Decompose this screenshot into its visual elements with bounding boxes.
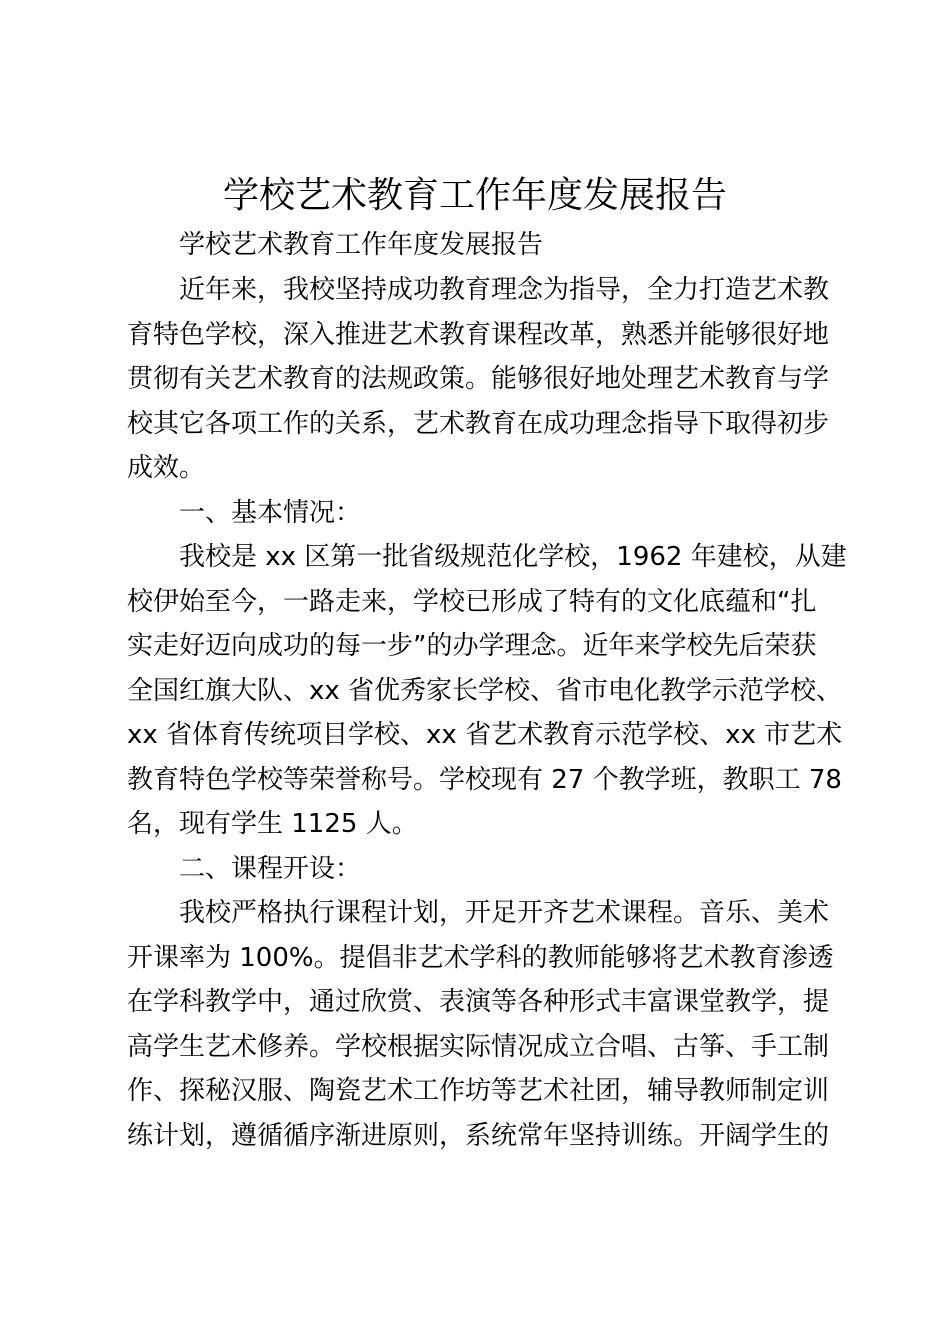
body-line: 全国红旗大队、xx 省优秀家长学校、省市电化教学示范学校、 — [127, 676, 843, 706]
body-line: 学校艺术教育工作年度发展报告 — [127, 230, 544, 260]
body-line: 成效。 — [127, 453, 206, 483]
body-line: 开课率为 100%。提倡非艺术学科的教师能够将艺术教育渗透 — [127, 943, 834, 973]
body-line: 我校是 xx 区第一批省级规范化学校，1962 年建校，从建 — [127, 542, 847, 572]
body-line: 近年来，我校坚持成功教育理念为指导，全力打造艺术教 — [127, 275, 830, 305]
body-line: 校伊始至今，一路走来，学校已形成了特有的文化底蕴和“扎 — [127, 587, 817, 617]
body-line: 育特色学校，深入推进艺术教育课程改革，熟悉并能够很好地 — [127, 320, 830, 350]
body-line: 实走好迈向成功的每一步”的办学理念。近年来学校先后荣获 — [127, 631, 817, 661]
body-line: xx 省体育传统项目学校、xx 省艺术教育示范学校、xx 市艺术 — [127, 720, 843, 750]
body-line: 名，现有学生 1125 人。 — [127, 809, 418, 839]
body-line: 贯彻有关艺术教育的法规政策。能够很好地处理艺术教育与学 — [127, 364, 830, 394]
body-line: 在学科教学中，通过欣赏、表演等各种形式丰富课堂教学，提 — [127, 987, 830, 1017]
document-title: 学校艺术教育工作年度发展报告 — [222, 175, 727, 216]
body-line: 作、探秘汉服、陶瓷艺术工作坊等艺术社团，辅导教师制定训 — [127, 1076, 830, 1106]
body-line: 我校严格执行课程计划，开足开齐艺术课程。音乐、美术 — [127, 898, 830, 928]
body-line: 教育特色学校等荣誉称号。学校现有 27 个教学班，教职工 78 — [127, 765, 842, 795]
body-line: 练计划，遵循循序渐进原则，系统常年坚持训练。开阔学生的 — [127, 1121, 830, 1151]
section-heading: 一、基本情况： — [127, 498, 362, 528]
body-line: 校其它各项工作的关系，艺术教育在成功理念指导下取得初步 — [127, 409, 830, 439]
section-heading: 二、课程开设： — [127, 854, 362, 884]
body-line: 高学生艺术修养。学校根据实际情况成立合唱、古筝、手工制 — [127, 1032, 830, 1062]
